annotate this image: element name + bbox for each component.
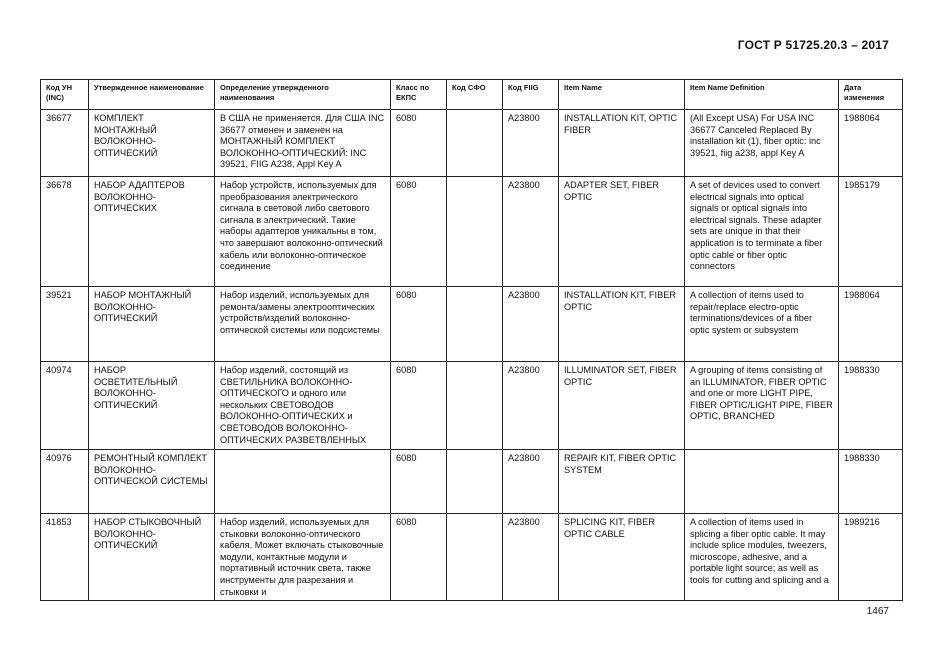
cell-inc: 39521	[41, 287, 89, 362]
cell-approved-name: РЕМОНТНЫЙ КОМПЛЕКТ ВОЛОКОННО-ОПТИЧЕСКОЙ СИСТЕМЫ	[89, 450, 215, 514]
table-row	[41, 514, 903, 601]
cell-item-definition: A collection of items used to repair/replace electro-optic terminations/devices of a fiber optic system or subsystem	[685, 287, 839, 362]
cell-approved-name: КОМПЛЕКТ МОНТАЖНЫЙ ВОЛОКОННО-ОПТИЧЕСКИЙ	[89, 110, 215, 177]
cell-sfo	[447, 110, 503, 177]
cell-sfo	[447, 177, 503, 287]
cell-date: 1989216	[839, 514, 903, 601]
col-header-date: Дата изменения	[839, 80, 903, 110]
page-number: 1467	[866, 606, 889, 617]
cell-item-definition: A grouping of items consisting of an ILLUMINATOR, FIBER OPTIC and one or more LIGHT PIPE, FIBER OPTIC/LIGHT PIPE, FIBER OPTIC, BRANCHED	[685, 362, 839, 450]
cell-item-definition: A collection of items used in splicing a fiber optic cable. It may include splice modules, tweezers, microscope, adhesive, and a portable light source; as well as tools for cutting and splicing and a	[685, 514, 839, 601]
cell-inc: 40976	[41, 450, 89, 514]
cell-approved-name: НАБОР МОНТАЖНЫЙ ВОЛОКОННО-ОПТИЧЕСКИЙ	[89, 287, 215, 362]
table-row	[41, 362, 903, 450]
cell-inc: 40974	[41, 362, 89, 450]
cell-item-definition: (All Except USA) For USA INC 36677 Canceled Replaced By installation kit (1), fiber optic: inc 39521, fiig a238, appl Key A	[685, 110, 839, 177]
cell-fiig: A23800	[503, 514, 559, 601]
cell-approved-name: НАБОР СТЫКОВОЧНЫЙ ВОЛОКОННО-ОПТИЧЕСКИЙ	[89, 514, 215, 601]
cell-date: 1988064	[839, 287, 903, 362]
cell-item-name: INSTALLATION KIT, FIBER OPTIC	[559, 287, 685, 362]
col-header-fiig: Код FIIG	[503, 80, 559, 110]
cell-definition: Набор изделий, используемых для ремонта/замены электрооптических устройств/изделий волоконно-оптической системы или подсистемы	[215, 287, 391, 362]
catalog-table	[40, 79, 903, 601]
cell-sfo	[447, 362, 503, 450]
cell-sfo	[447, 287, 503, 362]
col-header-definition: Определение утвержденного наименования	[215, 80, 391, 110]
cell-item-name: SPLICING KIT, FIBER OPTIC CABLE	[559, 514, 685, 601]
col-header-item-definition: Item Name Definition	[685, 80, 839, 110]
cell-definition: Набор устройств, используемых для преобразования электрического сигнала в световой либо светового сигнала в электрический. Такие наборы адаптеров уникальны в том, что завершают волоконно-оптический кабель или волоконно-оптическое соединение	[215, 177, 391, 287]
cell-inc: 41853	[41, 514, 89, 601]
cell-approved-name: НАБОР ОСВЕТИТЕЛЬНЫЙ ВОЛОКОННО-ОПТИЧЕСКИЙ	[89, 362, 215, 450]
table-header-row	[41, 80, 903, 110]
cell-definition: Набор изделий, состоящий из СВЕТИЛЬНИКА ВОЛОКОННО-ОПТИЧЕСКОГО и одного или нескольких СВЕТОВОДОВ ВОЛОКОННО-ОПТИЧЕСКИХ и СВЕТОВОДОВ ВОЛОКОННО-ОПТИЧЕСКИХ РАЗВЕТВЛЕННЫХ	[215, 362, 391, 450]
cell-item-name: INSTALLATION KIT, OPTIC FIBER	[559, 110, 685, 177]
cell-date: 1988330	[839, 362, 903, 450]
cell-fiig: A23800	[503, 177, 559, 287]
cell-fiig: A23800	[503, 287, 559, 362]
cell-item-name: REPAIR KIT, FIBER OPTIC SYSTEM	[559, 450, 685, 514]
cell-item-name: ILLUMINATOR SET, FIBER OPTIC	[559, 362, 685, 450]
cell-sfo	[447, 450, 503, 514]
cell-inc: 36678	[41, 177, 89, 287]
cell-class: 6080	[391, 450, 447, 514]
col-header-approved-name: Утвержденное наименование	[89, 80, 215, 110]
cell-item-name: ADAPTER SET, FIBER OPTIC	[559, 177, 685, 287]
cell-class: 6080	[391, 110, 447, 177]
col-header-item-name: Item Name	[559, 80, 685, 110]
cell-item-definition: A set of devices used to convert electrical signals into optical signals or optical signals into electrical signals. These adapter sets are unique in that their application is to terminate a fiber optic cable or fiber optic connectors	[685, 177, 839, 287]
table-row	[41, 110, 903, 177]
cell-date: 1988330	[839, 450, 903, 514]
document-header: ГОСТ Р 51725.20.3 – 2017	[737, 38, 889, 52]
cell-definition: Набор изделий, используемых для стыковки волоконно-оптического кабеля. Может включать стыковочные модули, контактные модули и портативный источник света, также инструменты для разрезания и стыковки и	[215, 514, 391, 601]
cell-class: 6080	[391, 287, 447, 362]
col-header-sfo: Код СФО	[447, 80, 503, 110]
table-row	[41, 287, 903, 362]
table-row	[41, 450, 903, 514]
cell-fiig: A23800	[503, 362, 559, 450]
cell-approved-name: НАБОР АДАПТЕРОВ ВОЛОКОННО-ОПТИЧЕСКИХ	[89, 177, 215, 287]
cell-definition: В США не применяется. Для США INC 36677 отменен и заменен на МОНТАЖНЫЙ КОМПЛЕКТ ВОЛОКОННО-ОПТИЧЕСКИЙ: INC 39521, FIIG A238, Appl Key A	[215, 110, 391, 177]
col-header-inc: Код УН (INC)	[41, 80, 89, 110]
col-header-class: Класс по ЕКПС	[391, 80, 447, 110]
cell-fiig: A23800	[503, 450, 559, 514]
cell-class: 6080	[391, 362, 447, 450]
cell-date: 1985179	[839, 177, 903, 287]
cell-inc: 36677	[41, 110, 89, 177]
cell-sfo	[447, 514, 503, 601]
table-row	[41, 177, 903, 287]
cell-item-definition	[685, 450, 839, 514]
cell-class: 6080	[391, 514, 447, 601]
cell-date: 1988064	[839, 110, 903, 177]
cell-class: 6080	[391, 177, 447, 287]
cell-definition	[215, 450, 391, 514]
cell-fiig: A23800	[503, 110, 559, 177]
